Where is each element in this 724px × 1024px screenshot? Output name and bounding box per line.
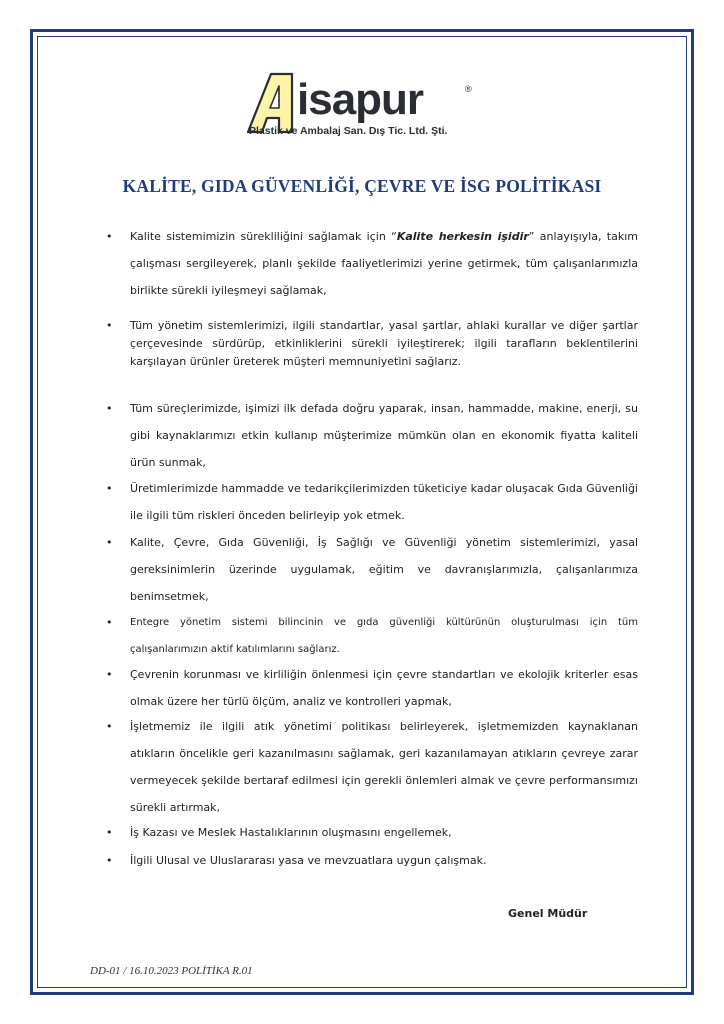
bullet: • (106, 668, 113, 681)
policy-item-text: Entegre yönetim sistemi bilincinin ve gıda güvenliği kültürünün oluşturulması için tüm çalışanlarımızın aktif katılımlarını sağlarız. (130, 617, 638, 655)
policy-item-text: Üretimlerimizde hammadde ve tedarikçilerimizden tüketiciye kadar oluşacak Gıda Güvenliği ile ilgili tüm riskleri önceden belirleyip yok etmek. (130, 482, 638, 522)
bullet: • (106, 826, 113, 839)
bullet: • (106, 230, 113, 243)
bullet: • (106, 854, 113, 867)
registered-mark: ® (465, 84, 472, 94)
bullet: • (106, 616, 113, 629)
logo-subtitle: Plastik ve Ambalaj San. Dış Tic. Ltd. Şti. (249, 125, 448, 137)
emphasis-text: Kalite herkesin işidir (396, 230, 529, 243)
policy-item-text: İlgili Ulusal ve Uluslararası yasa ve mevzuatlara uygun çalışmak. (130, 854, 487, 867)
bullet: • (106, 536, 113, 549)
logo-wordmark: isapur (297, 75, 424, 124)
company-logo (245, 72, 485, 142)
bullet: • (106, 720, 113, 733)
policy-item-text: Tüm yönetim sistemlerimizi, ilgili standartlar, yasal şartlar, ahlaki kurallar ve diğer şartlar çerçevesinde sürdürüp, etkinliklerini sürekli iyileştirerek; ilgili tarafların beklentilerini karşılayan ürünler üreterek müşteri memnuniyetini sağlarız. (130, 319, 638, 368)
policy-item-text: Çevrenin korunması ve kirliliğin önlenmesi için çevre standartları ve ekolojik kriterler esas olmak üzere her türlü ölçüm, analiz ve kontrolleri yapmak, (130, 668, 638, 708)
policy-item-text: Kalite sistemimizin sürekliliğini sağlamak için “Kalite herkesin işidir” anlayışıyla, takım çalışması sergileyerek, planlı şekilde faaliyetlerimizi yerine getirmek, tüm çalışanlarımızla birlikte sürekli iyileşmeyi sağlamak, (130, 230, 638, 297)
policy-item-text: Tüm süreçlerimizde, işimizi ilk defada doğru yaparak, insan, hammadde, makine, enerji, su gibi kaynaklarımızı etkin kullanıp müşterimize mümkün olan en ekonomik fiyatta kaliteli ürün sunmak, (130, 402, 638, 469)
policy-item-text: İş Kazası ve Meslek Hastalıklarının oluşmasını engellemek, (130, 826, 452, 839)
bullet: • (106, 482, 113, 495)
document-title: KALİTE, GIDA GÜVENLİĞİ, ÇEVRE VE İSG POLİTİKASI (122, 176, 602, 196)
bullet: • (106, 402, 113, 415)
document-code: DD-01 / 16.10.2023 POLİTİKA R.01 (90, 965, 253, 977)
bullet: • (106, 319, 113, 332)
policy-item-text: İşletmemiz ile ilgili atık yönetimi politikası belirleyerek, işletmemizden kaynaklanan atıkların öncelikle geri kazanılmasını sağlamak, geri kazanılamayan atıkların çevreye zarar vermeyecek şekilde bertaraf edilmesi için gerekli önlemleri almak ve çevre performansımızı sürekli artırmak, (130, 720, 638, 814)
signature-title: Genel Müdür (508, 907, 588, 920)
policy-item-text: Kalite, Çevre, Gıda Güvenliği, İş Sağlığı ve Güvenliği yönetim sistemlerimizi, yasal gereksinimlerin üzerinde uygulamak, eğitim ve davranışlarımızla, çalışanlarımıza benimsetmek, (130, 536, 638, 603)
